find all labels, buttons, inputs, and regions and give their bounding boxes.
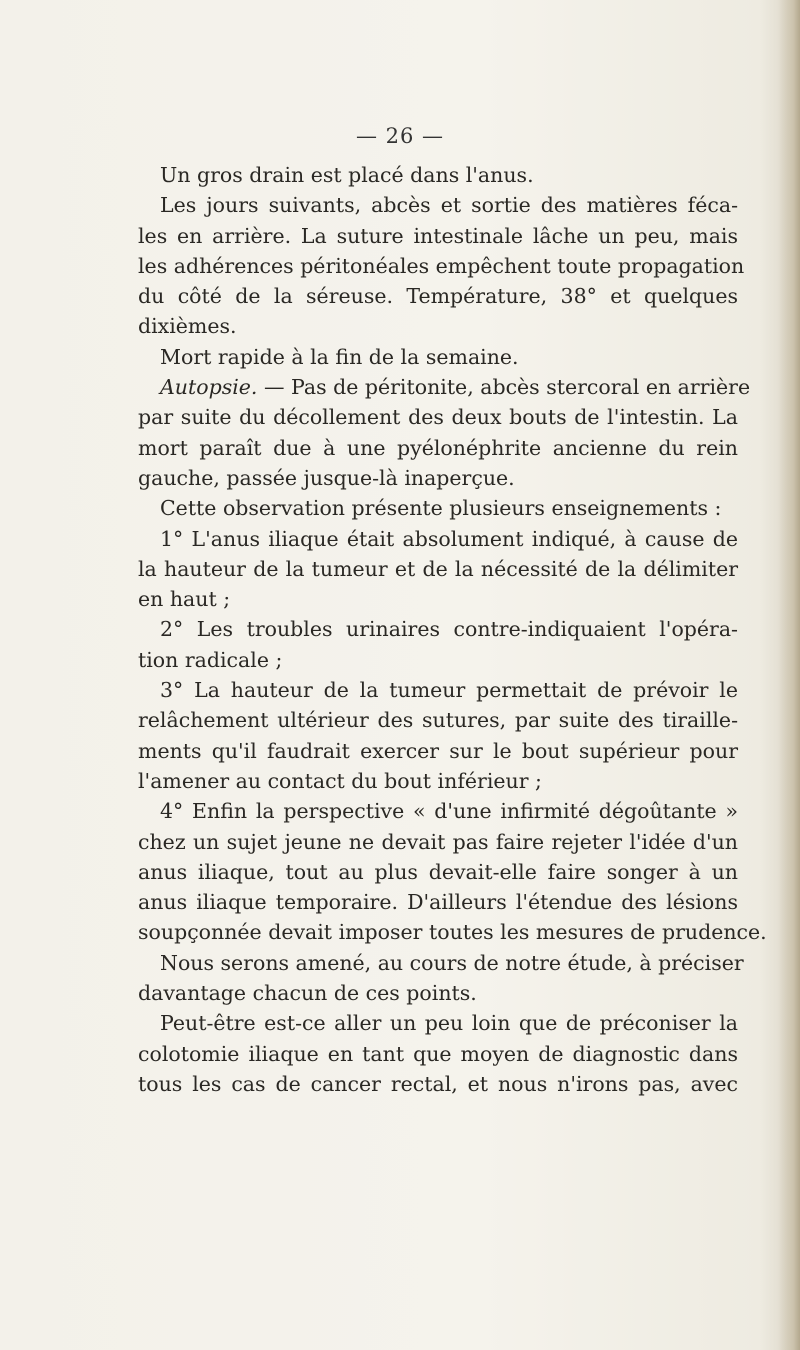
text-line: ments qu'il faudrait exercer sur le bout supérieur pour — [138, 738, 738, 763]
text-line: anus iliaque temporaire. D'ailleurs l'étendue des lésions — [138, 890, 738, 915]
text-line: tion radicale ; — [138, 647, 283, 672]
text-line: soupçonnée devait imposer toutes les mesures de prudence. — [138, 920, 767, 945]
text-line: 4° Enfin la perspective « d'une infirmité dégoûtante » — [160, 799, 738, 824]
text-line: 1° L'anus iliaque était absolument indiqué, à cause de — [160, 526, 738, 551]
text-line: en haut ; — [138, 587, 231, 612]
page-number: — 26 — — [355, 124, 445, 148]
text-line: mort paraît due à une pyélonéphrite ancienne du rein — [138, 435, 738, 460]
text-line: les adhérences péritonéales empêchent toute propagation — [138, 253, 745, 278]
text-line: chez un sujet jeune ne devait pas faire rejeter l'idée d'un — [138, 829, 738, 854]
text-line-autopsie — [138, 372, 751, 402]
text-line: Un gros drain est placé dans l'anus. — [160, 163, 534, 187]
text-line: davantage chacun de ces points. — [138, 981, 477, 1006]
text-line: tous les cas de cancer rectal, et nous n'irons pas, avec — [138, 1071, 738, 1096]
text-line: anus iliaque, tout au plus devait-elle faire songer à un — [138, 859, 738, 884]
text-line: Cette observation présente plusieurs enseignements : — [160, 496, 722, 521]
text-line: la hauteur de la tumeur et de la nécessité de la délimiter — [138, 556, 738, 581]
text-line: dixièmes. — [138, 314, 237, 339]
body-text — [138, 160, 767, 1099]
text-line: relâchement ultérieur des sutures, par suite des tiraille- — [138, 708, 738, 733]
text-line: Mort rapide à la fin de la semaine. — [160, 344, 519, 369]
page-edge-shadow — [778, 0, 800, 1350]
autopsie-rest: — Pas de péritonite, abcès stercoral en arrière — [257, 375, 751, 400]
text-line: les en arrière. La suture intestinale lâche un peu, mais — [138, 223, 738, 248]
text-line: du côté de la séreuse. Température, 38° et quelques — [138, 284, 738, 309]
text-line: par suite du décollement des deux bouts de l'intestin. La — [138, 405, 738, 430]
text-line: 2° Les troubles urinaires contre-indiquaient l'opéra- — [160, 617, 738, 642]
text-line: colotomie iliaque en tant que moyen de diagnostic dans — [138, 1041, 738, 1066]
autopsie-label: Autopsie. — [160, 375, 258, 400]
text-line: l'amener au contact du bout inférieur ; — [138, 768, 542, 793]
text-line: Peut-être est-ce aller un peu loin que de préconiser la — [160, 1011, 738, 1036]
text-line: gauche, passée jusque-là inaperçue. — [138, 465, 515, 490]
text-line: Les jours suivants, abcès et sortie des matières féca- — [160, 193, 738, 218]
text-line: Nous serons amené, au cours de notre étude, à préciser — [160, 950, 744, 975]
text-line: 3° La hauteur de la tumeur permettait de prévoir le — [160, 678, 738, 703]
